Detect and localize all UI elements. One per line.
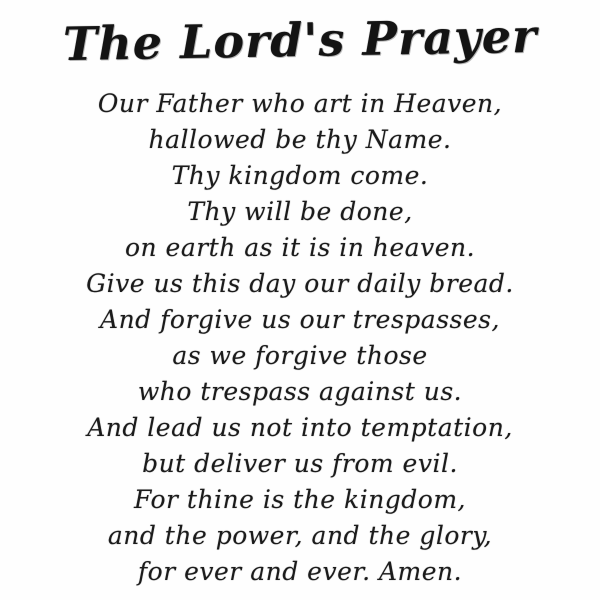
prayer-line-6: Give us this day our daily bread.	[86, 269, 514, 298]
prayer-line-2: hallowed be thy Name.	[148, 125, 452, 154]
prayer-line-7: And forgive us our trespasses,	[100, 305, 500, 334]
prayer-line-5: on earth as it is in heaven.	[124, 233, 476, 262]
prayer-line-8: as we forgive those	[172, 341, 428, 370]
prayer-line-1: Our Father who art in Heaven,	[97, 89, 503, 118]
prayer-line-9: who trespass against us.	[137, 377, 463, 406]
prayer-line-10: And lead us not into temptation,	[87, 413, 513, 442]
prayer-line-14: for ever and ever. Amen.	[137, 557, 463, 586]
prayer-line-13: and the power, and the glory,	[107, 521, 493, 550]
prayer-body	[86, 86, 514, 590]
prayer-line-12: For thine is the kingdom,	[133, 485, 466, 514]
prayer-line-11: but deliver us from evil.	[142, 449, 458, 478]
prayer-line-3: Thy kingdom come.	[171, 161, 429, 190]
prayer-title: The Lord's Prayer	[62, 8, 538, 72]
prayer-line-4: Thy will be done,	[187, 197, 413, 226]
